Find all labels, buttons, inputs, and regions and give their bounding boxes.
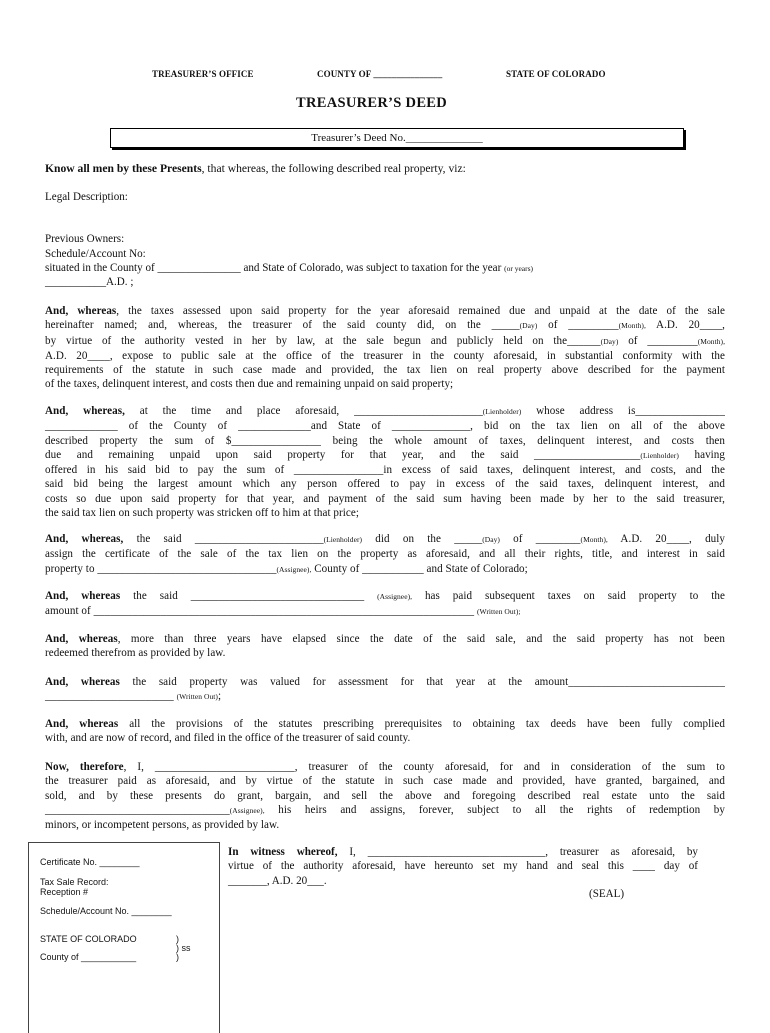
- p4-line1a: the said _______________________________: [120, 590, 378, 602]
- p2-lienholder-note-2: (Lienholder): [640, 450, 679, 460]
- p2-line3: described property the sum of $________________ being the whole amount of taxes, delinquent interest, and costs then: [45, 434, 725, 447]
- p2-line1a: at the time and place aforesaid, _______________________: [124, 405, 483, 417]
- p3-line3b: County of ___________ and State of Colorado;: [311, 562, 528, 575]
- p2-line4b: having: [678, 448, 725, 461]
- previous-owners-label: Previous Owners:: [45, 233, 125, 245]
- document-title: TREASURER’S DEED: [296, 95, 448, 111]
- p5-bold: And, whereas: [45, 633, 118, 645]
- p1-day-note: (Day): [519, 321, 538, 331]
- state-label: STATE OF COLORADO: [506, 69, 606, 79]
- p1-day-note-2: (Day): [600, 336, 619, 346]
- p1-bold: And, whereas: [45, 305, 117, 317]
- p6-line1: the said property was valued for assessment for that year at the amount____________________________: [119, 676, 725, 688]
- p7-line1: all the provisions of the statutes prescribing prerequisites to obtaining tax deeds have been fully complied: [118, 718, 725, 730]
- p3-lienholder-note: (Lienholder): [323, 535, 363, 544]
- situated-line: [45, 262, 533, 274]
- p3-line1c: of ________: [499, 533, 581, 545]
- p7-line2: with, and are now of record, and filed in the office of the treasurer of said county.: [45, 732, 411, 745]
- p3-month-note: (Month),: [580, 535, 608, 544]
- p6-line2b: ;: [217, 690, 222, 703]
- p8-assignee-note: (Assignee),: [229, 805, 265, 815]
- p2-line8: the said tax lien on such property was stricken off to him at that price;: [45, 507, 359, 520]
- p1-month-note-2: (Month),: [697, 336, 725, 346]
- p3-assignee-note: (Assignee),: [276, 564, 312, 574]
- p1-line5: requirements of the statute in such case made and provided, the tax lien on real property above described for the payment: [45, 364, 725, 377]
- paragraph-taxes-unpaid: [45, 304, 725, 392]
- paragraph-assessment-value: [45, 675, 725, 705]
- paragraph-provisions: [45, 717, 725, 746]
- p3-line3a: property to ________________________________: [45, 562, 277, 575]
- p2-line1b: whose address is________________: [521, 405, 725, 417]
- p1-line1: , the taxes assessed upon said property for the year aforesaid remained due and unpaid at the date of the sale: [116, 305, 725, 317]
- schedule-account-field[interactable]: Schedule/Account No. ________: [40, 906, 172, 916]
- p2-line2: _____________ of the County of _____________and State of ______________, bid on the tax lien on all of the above: [45, 420, 725, 433]
- p3-bold: And, whereas,: [45, 533, 124, 545]
- p2-line5: offered in his said bid to pay the sum of ________________in excess of said taxes, delinquent interest, and costs, and the: [45, 464, 725, 477]
- p2-line6: said bid being the largest amount which any person offered to pay in excess of the said taxes, delinquent interest, and: [45, 478, 725, 491]
- p1-line2a: hereinafter named; and, whereas, the treasurer of the said county did, on the _____: [45, 319, 520, 332]
- tax-sale-record-label: Tax Sale Record:: [40, 877, 109, 887]
- witness-line3: _______, A.D. 20___.: [228, 874, 327, 887]
- p1-line3a: by virtue of the authority vested in her by law, at the sale begun and publicly held on the______: [45, 334, 601, 347]
- p3-line1d: A.D. 20____, duly: [607, 533, 725, 545]
- certificate-number-field[interactable]: Certificate No. ________: [40, 857, 140, 867]
- p8-line5: minors, or incompetent persons, as provided by law.: [45, 819, 280, 832]
- paragraph-assignment: [45, 532, 725, 577]
- p4-line2a: amount of ____________________________________________________________________: [45, 605, 477, 618]
- p2-line4a: due and remaining unpaid upon said property for that year, and the said ___________________: [45, 448, 641, 461]
- situated-years-note: (or years): [504, 264, 534, 273]
- p1-month-note: (Month),: [618, 321, 646, 331]
- paragraph-now-therefore: [45, 760, 725, 832]
- p6-bold: And, whereas: [45, 676, 120, 688]
- witness-bold: In witness whereof,: [228, 846, 338, 858]
- paragraph-subsequent-taxes: [45, 589, 725, 620]
- schedule-account-label: Schedule/Account No:: [45, 248, 146, 260]
- p8-line2: the treasurer paid as aforesaid, and by virtue of the statute in such case made and provided, have granted, bargained, and: [45, 775, 725, 788]
- intro-line: [45, 162, 466, 175]
- intro-bold: Know all men by these Presents: [45, 162, 202, 175]
- p7-bold: And, whereas: [45, 718, 119, 730]
- county-of-field[interactable]: County of ___________: [40, 952, 137, 962]
- p3-line2: assign the certificate of the sale of the tax lien on the property as aforesaid, and all their rights, title, and interest in said: [45, 548, 725, 561]
- p6-line2a: _______________________: [45, 690, 177, 703]
- p1-line2b: of _________: [537, 319, 619, 332]
- treasurers-office-label: TREASURER’S OFFICE: [152, 69, 254, 79]
- witness-block: [228, 845, 698, 888]
- deed-number-field[interactable]: Treasurer’s Deed No.______________: [311, 132, 483, 144]
- reception-number-field[interactable]: Reception #: [40, 887, 89, 897]
- p3-day-note: (Day): [482, 535, 500, 544]
- situated-year-line: ___________A.D. ;: [45, 276, 134, 288]
- p8-line4b: his heirs and assigns, forever, subject to all the rights of redemption by: [264, 803, 725, 816]
- witness-line2: virtue of the authority aforesaid, have hereunto set my hand and seal this ____ day of: [228, 860, 698, 873]
- paragraph-lienholder-bid: [45, 404, 725, 520]
- p1-line4: A.D. 20____, expose to public sale at the office of the treasurer in the county aforesaid, in substantial conformity with the: [45, 349, 725, 362]
- legal-description-label: Legal Description:: [45, 191, 128, 203]
- p4-bold: And, whereas: [45, 590, 121, 602]
- p2-line7: costs so due upon said property for that year, and payment of the said sum having been made by her to the said treasurer,: [45, 492, 725, 505]
- deed-number-box: [110, 128, 684, 148]
- p2-bold: And, whereas,: [45, 405, 125, 417]
- p1-line2c: A.D. 20____,: [645, 319, 725, 332]
- state-of-colorado-label: STATE OF COLORADO: [40, 934, 137, 944]
- county-label: COUNTY OF _______________: [317, 69, 443, 79]
- situated-text: situated in the County of _______________ and State of Colorado, was subject to taxation for the year: [45, 262, 502, 274]
- paren-2: ): [176, 952, 179, 962]
- p8-line3: sold, and by these presents do grant, bargain, and sell the above and foregoing described real estate unto the said: [45, 789, 725, 802]
- p3-line1b: did on the _____: [362, 533, 483, 545]
- seal-label: (SEAL): [589, 888, 625, 900]
- p5-line2: redeemed therefrom as provided by law.: [45, 647, 226, 660]
- p5-line1: , more than three years have elapsed since the date of the said sale, and the said property has not been: [117, 633, 725, 645]
- intro-rest: , that whereas, the following described real property, viz:: [201, 162, 466, 175]
- p4-line1b: has paid subsequent taxes on said property to the: [412, 590, 725, 602]
- p4-written-out-note: (Written Out);: [476, 607, 521, 617]
- p4-assignee-note: (Assignee),: [377, 592, 413, 601]
- p8-bold: Now, therefore: [45, 761, 124, 773]
- paren-1: ): [176, 934, 179, 944]
- p8-line1: , I, _________________________, treasurer of the county aforesaid, for and in consideration of the sum to: [123, 761, 725, 773]
- witness-line1: I, ________________________________, treasurer as aforesaid, by: [337, 846, 698, 858]
- ss-label: ) ss: [176, 943, 191, 953]
- p8-line4a: _________________________________: [45, 803, 230, 816]
- p1-line3b: of _________: [618, 334, 698, 347]
- paragraph-three-years: [45, 632, 725, 661]
- p6-written-out-note: (Written Out): [176, 692, 218, 702]
- p2-lienholder-note: (Lienholder): [482, 407, 522, 416]
- p1-line6: of the taxes, delinquent interest, and costs then due and remaining unpaid on said property;: [45, 378, 454, 391]
- p3-line1a: the said _______________________: [123, 533, 324, 545]
